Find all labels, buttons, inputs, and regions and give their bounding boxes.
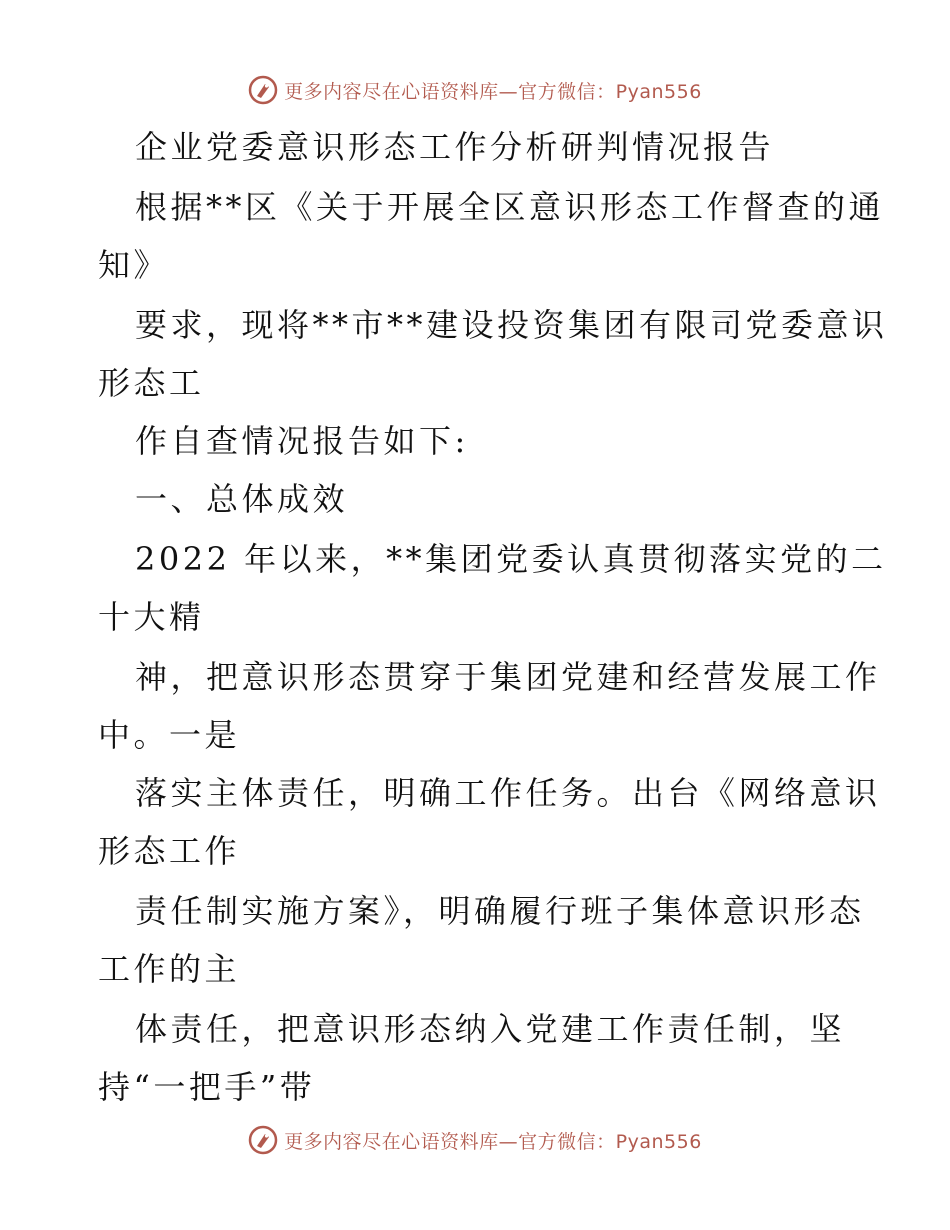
paragraph-line: 落实主体责任，明确工作任务。出台《网络意识 [135,774,881,812]
pen-nib-seal-icon [248,1125,278,1155]
section-heading: 一、总体成效 [135,480,349,518]
paragraph-line: 责任制实施方案》，明确履行班子集体意识形态 [135,892,865,930]
paragraph-line: 要求，现将**市**建设投资集团有限司党委意识 [135,306,888,344]
paragraph-line: 工作的主 [98,950,241,988]
paragraph-line: 作自查情况报告如下: [135,422,469,460]
header-watermark-banner [0,70,950,110]
paragraph-line: 知》 [98,246,170,284]
document-title: 企业党委意识形态工作分析研判情况报告 [135,128,775,166]
paragraph-line: 2022 年以来，**集团党委认真贯彻落实党的二 [135,540,887,578]
footer-watermark-banner [0,1120,950,1160]
watermark-text: 更多内容尽在心语资料库—官方微信：Pyan556 [284,80,702,103]
paragraph-line: 十大精 [98,598,205,636]
pen-nib-seal-icon [248,75,278,105]
paragraph-line: 体责任，把意识形态纳入党建工作责任制，坚 [135,1010,846,1048]
watermark-text: 更多内容尽在心语资料库—官方微信：Pyan556 [284,1130,702,1153]
paragraph-line: 持“一把手”带 [98,1068,316,1106]
paragraph-line: 形态工作 [98,832,241,870]
paragraph-line: 神，把意识形态贯穿于集团党建和经营发展工作 [135,658,881,696]
paragraph-line: 形态工 [98,364,205,402]
paragraph-line: 中。一是 [98,716,241,754]
paragraph-line: 根据**区《关于开展全区意识形态工作督查的通 [135,188,885,226]
